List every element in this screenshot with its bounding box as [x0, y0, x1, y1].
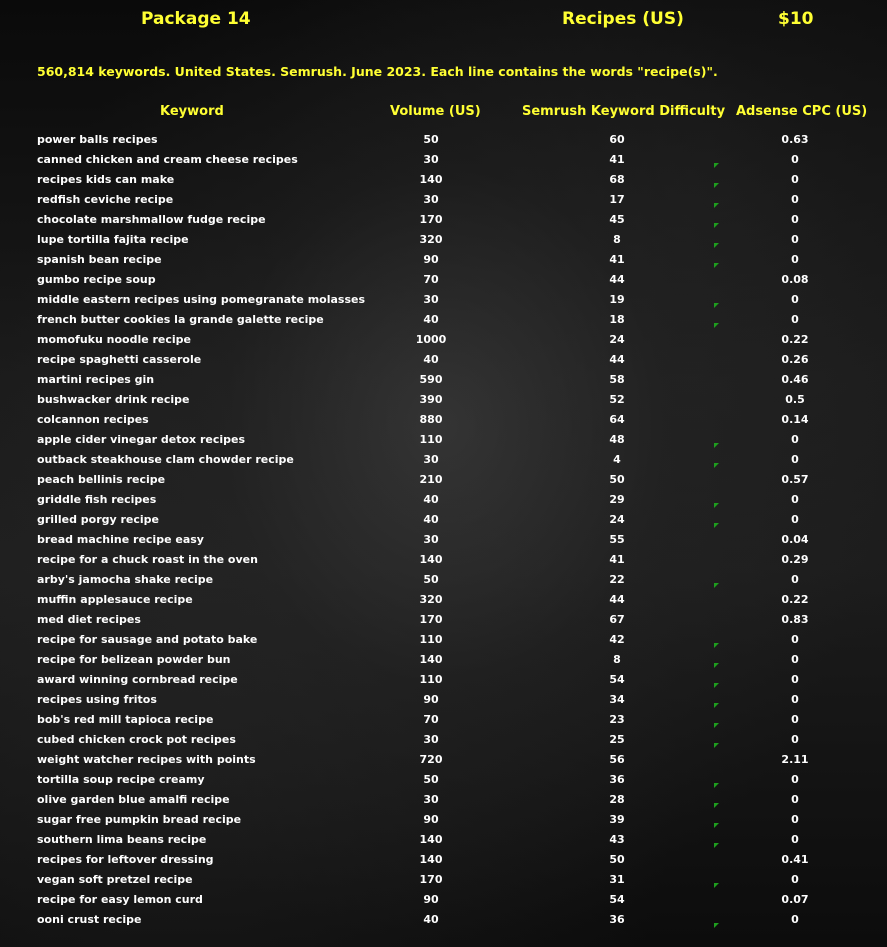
volume-cell: 110 [419, 633, 443, 646]
keyword-cell: french butter cookies la grande galette recipe [37, 313, 324, 326]
cell-comment-marker-icon [714, 923, 719, 928]
difficulty-cell: 52 [609, 393, 625, 406]
difficulty-cell: 58 [609, 373, 625, 386]
table-row [0, 309, 887, 329]
keyword-cell: peach bellinis recipe [37, 473, 166, 486]
cell-comment-marker-icon [714, 163, 719, 168]
difficulty-cell: 48 [609, 433, 625, 446]
volume-cell: 320 [419, 593, 443, 606]
difficulty-cell: 23 [609, 713, 625, 726]
difficulty-cell: 60 [609, 133, 625, 146]
difficulty-cell: 54 [609, 893, 625, 906]
cpc-cell: 0 [791, 313, 799, 326]
difficulty-cell: 18 [609, 313, 625, 326]
cpc-cell: 0 [791, 653, 799, 666]
difficulty-cell: 68 [609, 173, 625, 186]
difficulty-cell: 50 [609, 473, 625, 486]
difficulty-cell: 19 [609, 293, 625, 306]
cpc-cell: 0 [791, 733, 799, 746]
keyword-cell: recipes for leftover dressing [37, 853, 214, 866]
keyword-cell: redfish ceviche recipe [37, 193, 174, 206]
keyword-cell: arby's jamocha shake recipe [37, 573, 214, 586]
keyword-cell: recipe for a chuck roast in the oven [37, 553, 258, 566]
category-title: Recipes (US) [562, 9, 684, 29]
table-row [0, 489, 887, 509]
volume-cell: 30 [423, 793, 439, 806]
cpc-cell: 0.26 [781, 353, 809, 366]
keyword-cell: med diet recipes [37, 613, 141, 626]
keyword-cell: recipe for easy lemon curd [37, 893, 203, 906]
cpc-cell: 0 [791, 793, 799, 806]
cpc-cell: 0.63 [781, 133, 809, 146]
cpc-cell: 0 [791, 293, 799, 306]
volume-cell: 210 [419, 473, 443, 486]
cell-comment-marker-icon [714, 203, 719, 208]
table-row [0, 129, 887, 149]
table-row [0, 349, 887, 369]
cpc-cell: 0.57 [781, 473, 809, 486]
table-row [0, 829, 887, 849]
volume-cell: 90 [423, 693, 439, 706]
cell-comment-marker-icon [714, 823, 719, 828]
column-header-cpc: Adsense CPC (US) [736, 104, 868, 119]
cell-comment-marker-icon [714, 843, 719, 848]
cpc-cell: 0 [791, 673, 799, 686]
table-row [0, 729, 887, 749]
volume-cell: 90 [423, 893, 439, 906]
keyword-cell: award winning cornbread recipe [37, 673, 238, 686]
cpc-cell: 0.08 [781, 273, 809, 286]
column-header-difficulty: Semrush Keyword Difficulty [522, 104, 726, 119]
column-header-volume: Volume (US) [390, 104, 481, 119]
cpc-cell: 0 [791, 513, 799, 526]
cell-comment-marker-icon [714, 303, 719, 308]
cell-comment-marker-icon [714, 523, 719, 528]
keyword-cell: ooni crust recipe [37, 913, 142, 926]
cpc-cell: 0 [791, 433, 799, 446]
price-label: $10 [778, 9, 814, 29]
volume-cell: 30 [423, 533, 439, 546]
table-row [0, 849, 887, 869]
keyword-cell: lupe tortilla fajita recipe [37, 233, 189, 246]
keyword-cell: canned chicken and cream cheese recipes [37, 153, 298, 166]
difficulty-cell: 17 [609, 193, 625, 206]
cell-comment-marker-icon [714, 743, 719, 748]
difficulty-cell: 39 [609, 813, 625, 826]
cell-comment-marker-icon [714, 663, 719, 668]
keyword-cell: spanish bean recipe [37, 253, 162, 266]
cpc-cell: 0 [791, 773, 799, 786]
table-row [0, 589, 887, 609]
cpc-cell: 0 [791, 573, 799, 586]
table-row [0, 269, 887, 289]
table-row [0, 189, 887, 209]
cell-comment-marker-icon [714, 803, 719, 808]
table-row [0, 469, 887, 489]
difficulty-cell: 42 [609, 633, 625, 646]
table-row [0, 249, 887, 269]
cpc-cell: 0.04 [781, 533, 809, 546]
difficulty-cell: 64 [609, 413, 625, 426]
table-row [0, 669, 887, 689]
keyword-cell: gumbo recipe soup [37, 273, 156, 286]
volume-cell: 30 [423, 153, 439, 166]
table-row [0, 409, 887, 429]
cpc-cell: 0 [791, 233, 799, 246]
table-row [0, 509, 887, 529]
cell-comment-marker-icon [714, 883, 719, 888]
difficulty-cell: 25 [609, 733, 625, 746]
difficulty-cell: 54 [609, 673, 625, 686]
keyword-cell: recipe spaghetti casserole [37, 353, 202, 366]
cpc-cell: 0.07 [781, 893, 809, 906]
cpc-cell: 0 [791, 813, 799, 826]
cell-comment-marker-icon [714, 323, 719, 328]
volume-cell: 140 [419, 833, 443, 846]
table-row [0, 909, 887, 929]
volume-cell: 90 [423, 253, 439, 266]
keyword-cell: recipes using fritos [37, 693, 157, 706]
cpc-cell: 0.5 [785, 393, 805, 406]
cpc-cell: 0 [791, 873, 799, 886]
difficulty-cell: 50 [609, 853, 625, 866]
volume-cell: 590 [419, 373, 443, 386]
cpc-cell: 0.29 [781, 553, 809, 566]
difficulty-cell: 36 [609, 913, 625, 926]
cpc-cell: 0 [791, 833, 799, 846]
table-row [0, 289, 887, 309]
volume-cell: 70 [423, 273, 439, 286]
table-row [0, 809, 887, 829]
difficulty-cell: 43 [609, 833, 625, 846]
keyword-table [0, 129, 887, 929]
volume-cell: 880 [419, 413, 443, 426]
keyword-cell: bread machine recipe easy [37, 533, 204, 546]
keyword-cell: recipe for sausage and potato bake [37, 633, 258, 646]
cpc-cell: 0 [791, 913, 799, 926]
cpc-cell: 0.22 [781, 333, 809, 346]
difficulty-cell: 24 [609, 513, 625, 526]
cpc-cell: 0.83 [781, 613, 809, 626]
difficulty-cell: 41 [609, 253, 625, 266]
table-row [0, 569, 887, 589]
table-row [0, 329, 887, 349]
table-row [0, 229, 887, 249]
table-row [0, 369, 887, 389]
volume-cell: 40 [423, 353, 439, 366]
difficulty-cell: 29 [609, 493, 625, 506]
page-header [0, 9, 887, 35]
package-title: Package 14 [141, 9, 251, 29]
volume-cell: 40 [423, 313, 439, 326]
difficulty-cell: 67 [609, 613, 625, 626]
cell-comment-marker-icon [714, 223, 719, 228]
cell-comment-marker-icon [714, 443, 719, 448]
volume-cell: 140 [419, 653, 443, 666]
volume-cell: 140 [419, 553, 443, 566]
keyword-cell: outback steakhouse clam chowder recipe [37, 453, 294, 466]
difficulty-cell: 36 [609, 773, 625, 786]
cpc-cell: 0 [791, 173, 799, 186]
volume-cell: 170 [419, 613, 443, 626]
cell-comment-marker-icon [714, 683, 719, 688]
keyword-cell: tortilla soup recipe creamy [37, 773, 205, 786]
column-header-keyword: Keyword [160, 104, 224, 119]
keyword-cell: recipe for belizean powder bun [37, 653, 231, 666]
keyword-cell: cubed chicken crock pot recipes [37, 733, 236, 746]
keyword-cell: bob's red mill tapioca recipe [37, 713, 214, 726]
table-row [0, 789, 887, 809]
volume-cell: 320 [419, 233, 443, 246]
keyword-cell: southern lima beans recipe [37, 833, 207, 846]
cell-comment-marker-icon [714, 723, 719, 728]
table-row [0, 149, 887, 169]
keyword-cell: middle eastern recipes using pomegranate molasses [37, 293, 366, 306]
difficulty-cell: 41 [609, 553, 625, 566]
volume-cell: 170 [419, 213, 443, 226]
cpc-cell: 0 [791, 713, 799, 726]
table-row [0, 609, 887, 629]
volume-cell: 50 [423, 573, 439, 586]
keyword-cell: momofuku noodle recipe [37, 333, 192, 346]
volume-cell: 40 [423, 493, 439, 506]
volume-cell: 720 [419, 753, 443, 766]
volume-cell: 30 [423, 293, 439, 306]
keyword-cell: grilled porgy recipe [37, 513, 160, 526]
cpc-cell: 0.46 [781, 373, 809, 386]
cell-comment-marker-icon [714, 243, 719, 248]
keyword-cell: olive garden blue amalfi recipe [37, 793, 230, 806]
difficulty-cell: 55 [609, 533, 625, 546]
table-row [0, 709, 887, 729]
difficulty-cell: 24 [609, 333, 625, 346]
cell-comment-marker-icon [714, 503, 719, 508]
volume-cell: 40 [423, 513, 439, 526]
keyword-cell: vegan soft pretzel recipe [37, 873, 193, 886]
difficulty-cell: 31 [609, 873, 625, 886]
table-row [0, 689, 887, 709]
keyword-cell: weight watcher recipes with points [37, 753, 256, 766]
difficulty-cell: 41 [609, 153, 625, 166]
cpc-cell: 2.11 [781, 753, 809, 766]
volume-cell: 140 [419, 173, 443, 186]
table-row [0, 649, 887, 669]
difficulty-cell: 8 [613, 653, 621, 666]
table-row [0, 429, 887, 449]
cell-comment-marker-icon [714, 263, 719, 268]
table-row [0, 449, 887, 469]
cpc-cell: 0.41 [781, 853, 809, 866]
difficulty-cell: 28 [609, 793, 625, 806]
cpc-cell: 0 [791, 453, 799, 466]
volume-cell: 390 [419, 393, 443, 406]
difficulty-cell: 44 [609, 593, 625, 606]
cell-comment-marker-icon [714, 643, 719, 648]
dataset-description: 560,814 keywords. United States. Semrush. June 2023. Each line contains the words "recipe(s)". [37, 64, 718, 79]
difficulty-cell: 34 [609, 693, 625, 706]
cell-comment-marker-icon [714, 463, 719, 468]
volume-cell: 140 [419, 853, 443, 866]
cell-comment-marker-icon [714, 703, 719, 708]
volume-cell: 170 [419, 873, 443, 886]
volume-cell: 70 [423, 713, 439, 726]
table-row [0, 169, 887, 189]
cell-comment-marker-icon [714, 183, 719, 188]
table-row [0, 209, 887, 229]
cpc-cell: 0 [791, 493, 799, 506]
volume-cell: 110 [419, 433, 443, 446]
cpc-cell: 0 [791, 213, 799, 226]
volume-cell: 50 [423, 133, 439, 146]
volume-cell: 30 [423, 733, 439, 746]
table-row [0, 749, 887, 769]
difficulty-cell: 45 [609, 213, 625, 226]
table-row [0, 869, 887, 889]
keyword-cell: sugar free pumpkin bread recipe [37, 813, 242, 826]
table-row [0, 889, 887, 909]
table-header [0, 104, 887, 124]
keyword-cell: power balls recipes [37, 133, 158, 146]
table-row [0, 529, 887, 549]
volume-cell: 30 [423, 453, 439, 466]
cpc-cell: 0.14 [781, 413, 809, 426]
keyword-cell: muffin applesauce recipe [37, 593, 193, 606]
difficulty-cell: 22 [609, 573, 625, 586]
cpc-cell: 0 [791, 253, 799, 266]
difficulty-cell: 8 [613, 233, 621, 246]
cpc-cell: 0.22 [781, 593, 809, 606]
table-row [0, 769, 887, 789]
keyword-cell: apple cider vinegar detox recipes [37, 433, 246, 446]
cpc-cell: 0 [791, 153, 799, 166]
volume-cell: 90 [423, 813, 439, 826]
volume-cell: 40 [423, 913, 439, 926]
cpc-cell: 0 [791, 193, 799, 206]
cpc-cell: 0 [791, 693, 799, 706]
keyword-cell: chocolate marshmallow fudge recipe [37, 213, 266, 226]
volume-cell: 1000 [415, 333, 447, 346]
table-row [0, 629, 887, 649]
table-row [0, 549, 887, 569]
keyword-cell: recipes kids can make [37, 173, 175, 186]
difficulty-cell: 4 [613, 453, 621, 466]
keyword-cell: bushwacker drink recipe [37, 393, 190, 406]
difficulty-cell: 44 [609, 353, 625, 366]
keyword-cell: griddle fish recipes [37, 493, 157, 506]
difficulty-cell: 56 [609, 753, 625, 766]
table-row [0, 389, 887, 409]
keyword-cell: colcannon recipes [37, 413, 149, 426]
difficulty-cell: 44 [609, 273, 625, 286]
keyword-cell: martini recipes gin [37, 373, 155, 386]
volume-cell: 110 [419, 673, 443, 686]
cell-comment-marker-icon [714, 583, 719, 588]
cell-comment-marker-icon [714, 783, 719, 788]
cpc-cell: 0 [791, 633, 799, 646]
volume-cell: 50 [423, 773, 439, 786]
volume-cell: 30 [423, 193, 439, 206]
